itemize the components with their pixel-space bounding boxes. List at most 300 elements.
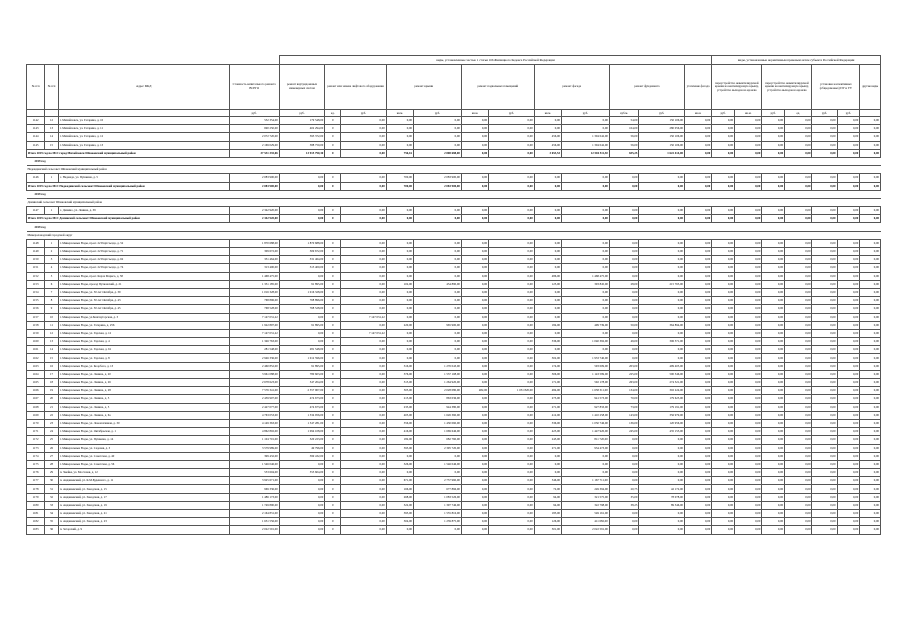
elevator-count-cell: 0 — [325, 428, 341, 436]
foundation-volume-cell: 136,00 — [609, 419, 639, 427]
basement-area-cell: 0,00 — [461, 133, 488, 141]
foundation-volume-cell: 0,00 — [609, 272, 639, 280]
regional-cell: 0,00 — [812, 526, 837, 534]
row-number: 1172 — [27, 436, 45, 444]
regional-cell: 0,00 — [684, 460, 711, 468]
regional-cell: 0,00 — [860, 379, 881, 387]
basement-cost-cell: 0,00 — [489, 182, 535, 190]
regional-cell: 0,00 — [812, 419, 837, 427]
roof-cost-cell: 863 036,00 — [414, 395, 462, 403]
regional-cell: 0,00 — [684, 346, 711, 354]
regional-cell: 0,00 — [712, 469, 735, 477]
unit-cell: руб. — [812, 110, 837, 117]
engineering-cell: 0,00 — [279, 272, 325, 280]
unit-cell: руб. — [762, 110, 785, 117]
regional-cell: 0,00 — [684, 321, 711, 329]
row-number: 1147 — [27, 207, 45, 215]
regional-cell: 0,00 — [837, 436, 860, 444]
regional-cell: 0,00 — [860, 297, 881, 305]
regional-cell: 0,00 — [684, 485, 711, 493]
roof-cost-cell: 944 380,00 — [414, 403, 462, 411]
facade-cost-cell: 0,00 — [562, 297, 610, 305]
roof-cost-cell: 0,00 — [414, 272, 462, 280]
foundation-volume-cell: 0,00 — [609, 256, 639, 264]
address-cell: с. Демино, ул. Ленина, д. 39 — [58, 207, 229, 215]
facade-cost-cell: 0,00 — [562, 305, 610, 313]
regional-cell: 0,00 — [785, 493, 812, 501]
regional-cell: 0,00 — [735, 419, 762, 427]
regional-cell: 0,00 — [762, 510, 785, 518]
foundation-cost-cell: 0,00 — [639, 526, 685, 534]
capital-repair-table-container — [26, 55, 881, 535]
row-index: 16 — [45, 362, 59, 370]
row-number: 1170 — [27, 419, 45, 427]
regional-cell: 0,00 — [837, 313, 860, 321]
table-row — [27, 297, 881, 305]
regional-cell: 0,00 — [860, 256, 881, 264]
facade-area-cell: 0,00 — [534, 264, 561, 272]
regional-cell: 0,00 — [860, 264, 881, 272]
elevator-cost-cell: 0,00 — [341, 493, 387, 501]
regional-cell: 0,00 — [712, 133, 735, 141]
regional-cell: 0,00 — [860, 510, 881, 518]
engineering-cell: 0,00 — [279, 329, 325, 337]
table-row — [27, 370, 881, 378]
facade-cost-cell: 0,00 — [562, 117, 610, 125]
row-number: 1166 — [27, 387, 45, 395]
regional-cell: 0,00 — [785, 526, 812, 534]
address-cell: г. Минеральные Воды, ул. Горская, д. 4 — [58, 338, 229, 346]
regional-cell: 0,00 — [712, 362, 735, 370]
basement-area-cell: 0,00 — [461, 329, 488, 337]
row-number: 1173 — [27, 444, 45, 452]
roof-cost-cell: 1 083 526,00 — [414, 493, 462, 501]
regional-cell: 0,00 — [785, 141, 812, 149]
facade-area-cell: 0,00 — [534, 288, 561, 296]
foundation-cost-cell: 0,00 — [639, 313, 685, 321]
facade-area-cell: 0,00 — [534, 346, 561, 354]
regional-cell: 0,00 — [812, 117, 837, 125]
foundation-volume-cell: 0,00 — [609, 248, 639, 256]
elevator-cost-cell: 0,00 — [341, 428, 387, 436]
unit-cell: руб. — [489, 110, 535, 117]
foundation-volume-cell: 134,00 — [609, 387, 639, 395]
basement-area-cell: 0,00 — [461, 272, 488, 280]
regional-cell: 0,00 — [735, 428, 762, 436]
facade-cost-cell: 593 009,00 — [562, 362, 610, 370]
regional-cell: 0,00 — [785, 346, 812, 354]
foundation-cost-cell: 0,00 — [639, 346, 685, 354]
regional-cell: 0,00 — [837, 477, 860, 485]
regional-cell: 0,00 — [785, 321, 812, 329]
regional-cell: 0,00 — [860, 469, 881, 477]
elevator-cost-cell: 0,00 — [341, 526, 387, 534]
roof-area-cell: 220,00 — [386, 321, 413, 329]
regional-cell: 0,00 — [812, 288, 837, 296]
roof-cost-cell: 1 669 646,00 — [414, 428, 462, 436]
unit-cell: руб. — [837, 110, 860, 117]
facade-cost-cell: 1 933 740,00 — [562, 354, 610, 362]
regional-cell: 0,00 — [812, 149, 837, 157]
total-cost-cell: 399 432,00 — [229, 452, 279, 460]
regional-cell: 0,00 — [684, 411, 711, 419]
regional-cell: 0,00 — [684, 493, 711, 501]
basement-cost-cell: 0,00 — [489, 501, 535, 509]
row-index: 13 — [45, 338, 59, 346]
regional-cell: 0,00 — [762, 362, 785, 370]
roof-cost-cell: 0,00 — [414, 526, 462, 534]
roof-area-cell: 0,00 — [386, 215, 413, 223]
foundation-cost-cell: 0,00 — [639, 354, 685, 362]
regional-cell: 0,00 — [762, 403, 785, 411]
row-index: 1 — [45, 174, 59, 182]
address-cell: г. Минеральные Воды, ул. Октябрьская, д. 1 — [58, 428, 229, 436]
elevator-cost-cell: 0,00 — [341, 485, 387, 493]
roof-cost-cell: 0,00 — [414, 329, 462, 337]
foundation-cost-cell: 0,00 — [639, 469, 685, 477]
address-cell: г. Минеральные Воды, ул. Локомотивная, д. 30 — [58, 419, 229, 427]
address-cell: г. Минеральные Воды, ул. 50 лет Октября, д. 45 — [58, 305, 229, 313]
roof-cost-cell: 1 430 060,00 — [414, 419, 462, 427]
regional-cell: 0,00 — [735, 379, 762, 387]
regional-cell: 0,00 — [762, 272, 785, 280]
basement-area-cell: 0,00 — [461, 215, 488, 223]
roof-cost-cell: 2 028 080,00 — [414, 387, 462, 395]
regional-cell: 0,00 — [812, 256, 837, 264]
roof-area-cell: 0,00 — [386, 239, 413, 247]
regional-cell: 0,00 — [860, 428, 881, 436]
regional-cell: 0,00 — [860, 149, 881, 157]
elevator-cost-cell: 0,00 — [341, 149, 387, 157]
foundation-cost-cell: 120 956,00 — [639, 419, 685, 427]
row-number: 1167 — [27, 395, 45, 403]
regional-cell: 0,00 — [785, 436, 812, 444]
regional-cell: 0,00 — [860, 117, 881, 125]
engineering-cell: 1 012 596,00 — [279, 354, 325, 362]
regional-cell: 0,00 — [837, 125, 860, 133]
regional-cell: 0,00 — [812, 436, 837, 444]
elevator-count-cell: 0 — [325, 297, 341, 305]
regional-cell: 0,00 — [735, 436, 762, 444]
regional-cell: 0,00 — [712, 518, 735, 526]
foundation-cost-cell: 0,00 — [639, 329, 685, 337]
engineering-cell: 1 016 328,00 — [279, 288, 325, 296]
regional-cell: 0,00 — [837, 133, 860, 141]
regional-cell: 0,00 — [735, 256, 762, 264]
table-row — [27, 428, 881, 436]
table-row — [27, 133, 881, 141]
table-row — [27, 272, 881, 280]
address-cell: г. Минеральные Воды, пр-кт. 22 Партсъезда, д. 71 — [58, 248, 229, 256]
roof-area-cell: 166,00 — [386, 485, 413, 493]
basement-area-cell: 0,00 — [461, 125, 488, 133]
row-number: 1174 — [27, 452, 45, 460]
total-cost-cell: 969 336,00 — [229, 485, 279, 493]
basement-area-cell: 0,00 — [461, 428, 488, 436]
facade-cost-cell: 0,00 — [562, 460, 610, 468]
engineering-cell: 0,00 — [279, 174, 325, 182]
table-row — [27, 248, 881, 256]
table-row — [27, 198, 881, 206]
regional-cell: 0,00 — [837, 501, 860, 509]
facade-cost-cell: 0,00 — [562, 207, 610, 215]
foundation-volume-cell: 0,00 — [609, 346, 639, 354]
basement-cost-cell: 0,00 — [489, 174, 535, 182]
regional-cell: 0,00 — [837, 280, 860, 288]
total-cost-cell: 2 164 831,00 — [229, 510, 279, 518]
basement-area-cell: 0,00 — [461, 256, 488, 264]
table-row — [27, 444, 881, 452]
engineering-cell: 0,00 — [279, 207, 325, 215]
regional-cell: 0,00 — [860, 452, 881, 460]
basement-cost-cell: 0,00 — [489, 460, 535, 468]
unit-cell: кв.м. — [461, 110, 488, 117]
regional-cell: 0,00 — [762, 469, 785, 477]
foundation-volume-cell: 0,00 — [609, 477, 639, 485]
facade-area-cell: 456,00 — [534, 133, 561, 141]
facade-area-cell: 184,00 — [534, 321, 561, 329]
roof-area-cell: 215,00 — [386, 395, 413, 403]
basement-area-cell: 0,00 — [461, 477, 488, 485]
regional-cell: 0,00 — [837, 305, 860, 313]
regional-cell: 0,00 — [712, 346, 735, 354]
elevator-cost-cell: 0,00 — [341, 403, 387, 411]
table-row — [27, 362, 881, 370]
foundation-volume-cell: 0,00 — [609, 329, 639, 337]
total-cost-cell: 7 147 031,22 — [229, 329, 279, 337]
roof-area-cell: 405,00 — [386, 411, 413, 419]
facade-area-cell: 484,00 — [534, 387, 561, 395]
basement-cost-cell: 1 031 820,00 — [489, 387, 535, 395]
elevator-count-cell: 0 — [325, 510, 341, 518]
section-title: Минераловодский городской округ — [27, 231, 881, 239]
row-index: 14 — [45, 133, 59, 141]
regional-cell: 0,00 — [785, 117, 812, 125]
regional-cell: 0,00 — [860, 493, 881, 501]
elevator-count-cell: 0 — [325, 264, 341, 272]
foundation-volume-cell: 0,00 — [609, 288, 639, 296]
table-row — [27, 493, 881, 501]
table-row — [27, 477, 881, 485]
facade-area-cell: 412,00 — [534, 411, 561, 419]
facade-area-cell: 171,00 — [534, 379, 561, 387]
regional-cell: 0,00 — [785, 215, 812, 223]
regional-cell: 0,00 — [812, 387, 837, 395]
regional-cell: 0,00 — [812, 264, 837, 272]
roof-area-cell: 0,00 — [386, 288, 413, 296]
address-cell: г. Минеральные Воды, ул. Ленина, д. 20 — [58, 370, 229, 378]
basement-area-cell: 0,00 — [461, 518, 488, 526]
foundation-cost-cell: 0,00 — [639, 452, 685, 460]
elevator-count-cell: 0 — [325, 354, 341, 362]
header-foundation: ремонт фундамента — [609, 65, 684, 110]
regional-cell: 0,00 — [785, 379, 812, 387]
regional-cell: 0,00 — [860, 239, 881, 247]
basement-area-cell: 0,00 — [461, 354, 488, 362]
total-cost-cell: 2 169 029,00 — [229, 141, 279, 149]
table-row — [27, 329, 881, 337]
foundation-cost-cell: 274 321,00 — [639, 379, 685, 387]
address-cell: г. Михайловск, ул. Гагарина, д. 12 — [58, 133, 229, 141]
engineering-cell: 0,00 — [279, 501, 325, 509]
regional-cell: 0,00 — [712, 436, 735, 444]
regional-cell: 0,00 — [735, 526, 762, 534]
basement-area-cell: 0,00 — [461, 207, 488, 215]
row-index: 2 — [45, 248, 59, 256]
foundation-cost-cell: 0,00 — [639, 215, 685, 223]
total-label: Итого 2019 год по МО: Надеждинский сельсовет Шпаковский муниципальный район — [27, 182, 230, 190]
facade-area-cell: 183,00 — [534, 510, 561, 518]
roof-area-cell: 0,00 — [386, 354, 413, 362]
regional-cell: 0,00 — [762, 117, 785, 125]
regional-cell: 0,00 — [684, 387, 711, 395]
row-index: 25 — [45, 436, 59, 444]
facade-cost-cell: 322 798,00 — [562, 501, 610, 509]
basement-area-cell: 0,00 — [461, 305, 488, 313]
row-index: 13 — [45, 125, 59, 133]
regional-cell: 0,00 — [812, 207, 837, 215]
row-number: 1162 — [27, 354, 45, 362]
basement-cost-cell: 0,00 — [489, 313, 535, 321]
foundation-cost-cell: 302 224,00 — [639, 387, 685, 395]
roof-cost-cell: 965 900,00 — [414, 321, 462, 329]
regional-cell: 0,00 — [785, 329, 812, 337]
regional-cell: 0,00 — [837, 346, 860, 354]
regional-cell: 0,00 — [812, 370, 837, 378]
foundation-cost-cell: 0,00 — [639, 436, 685, 444]
regional-cell: 0,00 — [712, 239, 735, 247]
regional-cell: 0,00 — [762, 133, 785, 141]
foundation-cost-cell: 499 405,00 — [639, 362, 685, 370]
facade-cost-cell: 0,00 — [562, 288, 610, 296]
regional-cell: 0,00 — [735, 362, 762, 370]
foundation-volume-cell: 0,00 — [609, 518, 639, 526]
regional-cell: 0,00 — [785, 469, 812, 477]
basement-cost-cell: 0,00 — [489, 419, 535, 427]
elevator-count-cell: 0 — [325, 379, 341, 387]
foundation-volume-cell: 73,00 — [609, 403, 639, 411]
total-cost-cell: 1 651 556,00 — [229, 518, 279, 526]
regional-cell: 0,00 — [785, 444, 812, 452]
row-index: 19 — [45, 387, 59, 395]
foundation-cost-cell: 0,00 — [639, 460, 685, 468]
elevator-cost-cell: 0,00 — [341, 174, 387, 182]
elevator-count-cell: 0 — [325, 411, 341, 419]
regional-cell: 0,00 — [712, 248, 735, 256]
elevator-count-cell: 0 — [325, 141, 341, 149]
row-index: 10 — [45, 313, 59, 321]
total-cost-cell: 553 604,00 — [229, 469, 279, 477]
foundation-volume-cell: 56,00 — [609, 141, 639, 149]
elevator-count-cell: 0 — [325, 452, 341, 460]
engineering-cell: 49 796,00 — [279, 444, 325, 452]
basement-cost-cell: 0,00 — [489, 125, 535, 133]
regional-cell: 0,00 — [860, 280, 881, 288]
address-cell: г. Минеральные Воды, ул. Горская, д. 8 — [58, 354, 229, 362]
facade-cost-cell: 411 682,00 — [562, 518, 610, 526]
basement-cost-cell: 0,00 — [489, 485, 535, 493]
roof-area-cell: 304,00 — [386, 518, 413, 526]
engineering-cell: 0,00 — [279, 493, 325, 501]
header-roof: ремонт крыши — [386, 65, 461, 110]
row-index: 9 — [45, 305, 59, 313]
roof-cost-cell: 1 276 043,00 — [414, 362, 462, 370]
regional-cell: 0,00 — [837, 297, 860, 305]
regional-cell: 0,00 — [735, 493, 762, 501]
basement-cost-cell: 0,00 — [489, 518, 535, 526]
regional-cell: 0,00 — [712, 387, 735, 395]
engineering-cell: 768 528,00 — [279, 305, 325, 313]
elevator-count-cell: 0 — [325, 305, 341, 313]
unit-cell: кв.м. — [386, 110, 413, 117]
roof-cost-cell: 0,00 — [414, 117, 462, 125]
roof-cost-cell: 0,00 — [414, 215, 462, 223]
row-index: 7 — [45, 288, 59, 296]
facade-cost-cell: 0,00 — [562, 239, 610, 247]
regional-cell: 0,00 — [812, 133, 837, 141]
foundation-volume-cell: 50,00 — [609, 321, 639, 329]
engineering-cell: 91 895,00 — [279, 321, 325, 329]
elevator-cost-cell: 0,00 — [341, 469, 387, 477]
regional-cell: 0,00 — [785, 207, 812, 215]
elevator-count-cell: 0 — [325, 493, 341, 501]
elevator-count-cell: 0 — [325, 329, 341, 337]
elevator-cost-cell: 0,00 — [341, 239, 387, 247]
regional-cell: 0,00 — [735, 321, 762, 329]
engineering-cell: 91 895,00 — [279, 362, 325, 370]
regional-cell: 0,00 — [860, 395, 881, 403]
row-number: 1175 — [27, 460, 45, 468]
regional-cell: 0,00 — [785, 370, 812, 378]
foundation-volume-cell: 263,00 — [609, 379, 639, 387]
unit-cell: кв.м. — [684, 110, 711, 117]
elevator-count-cell: 0 — [325, 117, 341, 125]
roof-area-cell: 315,00 — [386, 379, 413, 387]
regional-cell: 0,00 — [735, 141, 762, 149]
basement-cost-cell: 0,00 — [489, 510, 535, 518]
regional-cell: 0,00 — [812, 395, 837, 403]
unit-cell: руб. — [562, 110, 610, 117]
regional-cell: 0,00 — [684, 428, 711, 436]
roof-area-cell: 0,00 — [386, 117, 413, 125]
foundation-volume-cell: 0,00 — [609, 215, 639, 223]
regional-cell: 0,00 — [860, 387, 881, 395]
header-no-2: № п/п — [45, 65, 59, 110]
elevator-count-cell: 0 — [325, 436, 341, 444]
facade-cost-cell: 393 845,00 — [562, 280, 610, 288]
regional-cell: 0,00 — [684, 272, 711, 280]
roof-area-cell: 326,00 — [386, 460, 413, 468]
regional-cell: 0,00 — [684, 403, 711, 411]
elevator-cost-cell: 0,00 — [341, 297, 387, 305]
foundation-cost-cell: 306 371,00 — [639, 338, 685, 346]
regional-cell: 0,00 — [735, 329, 762, 337]
roof-area-cell: 356,00 — [386, 419, 413, 427]
table-row — [27, 223, 881, 231]
total-cost-cell: 331 464,00 — [229, 256, 279, 264]
elevator-cost-cell: 0,00 — [341, 117, 387, 125]
total-cost-cell: 1 870 688,00 — [229, 239, 279, 247]
facade-cost-cell: 0,00 — [562, 452, 610, 460]
elevator-count-cell: 0 — [325, 370, 341, 378]
regional-cell: 0,00 — [785, 501, 812, 509]
table-row — [27, 346, 881, 354]
row-index: 4 — [45, 264, 59, 272]
row-number: 1145 — [27, 141, 45, 149]
row-number: 1177 — [27, 477, 45, 485]
roof-area-cell: 395,00 — [386, 510, 413, 518]
regional-cell: 0,00 — [712, 305, 735, 313]
